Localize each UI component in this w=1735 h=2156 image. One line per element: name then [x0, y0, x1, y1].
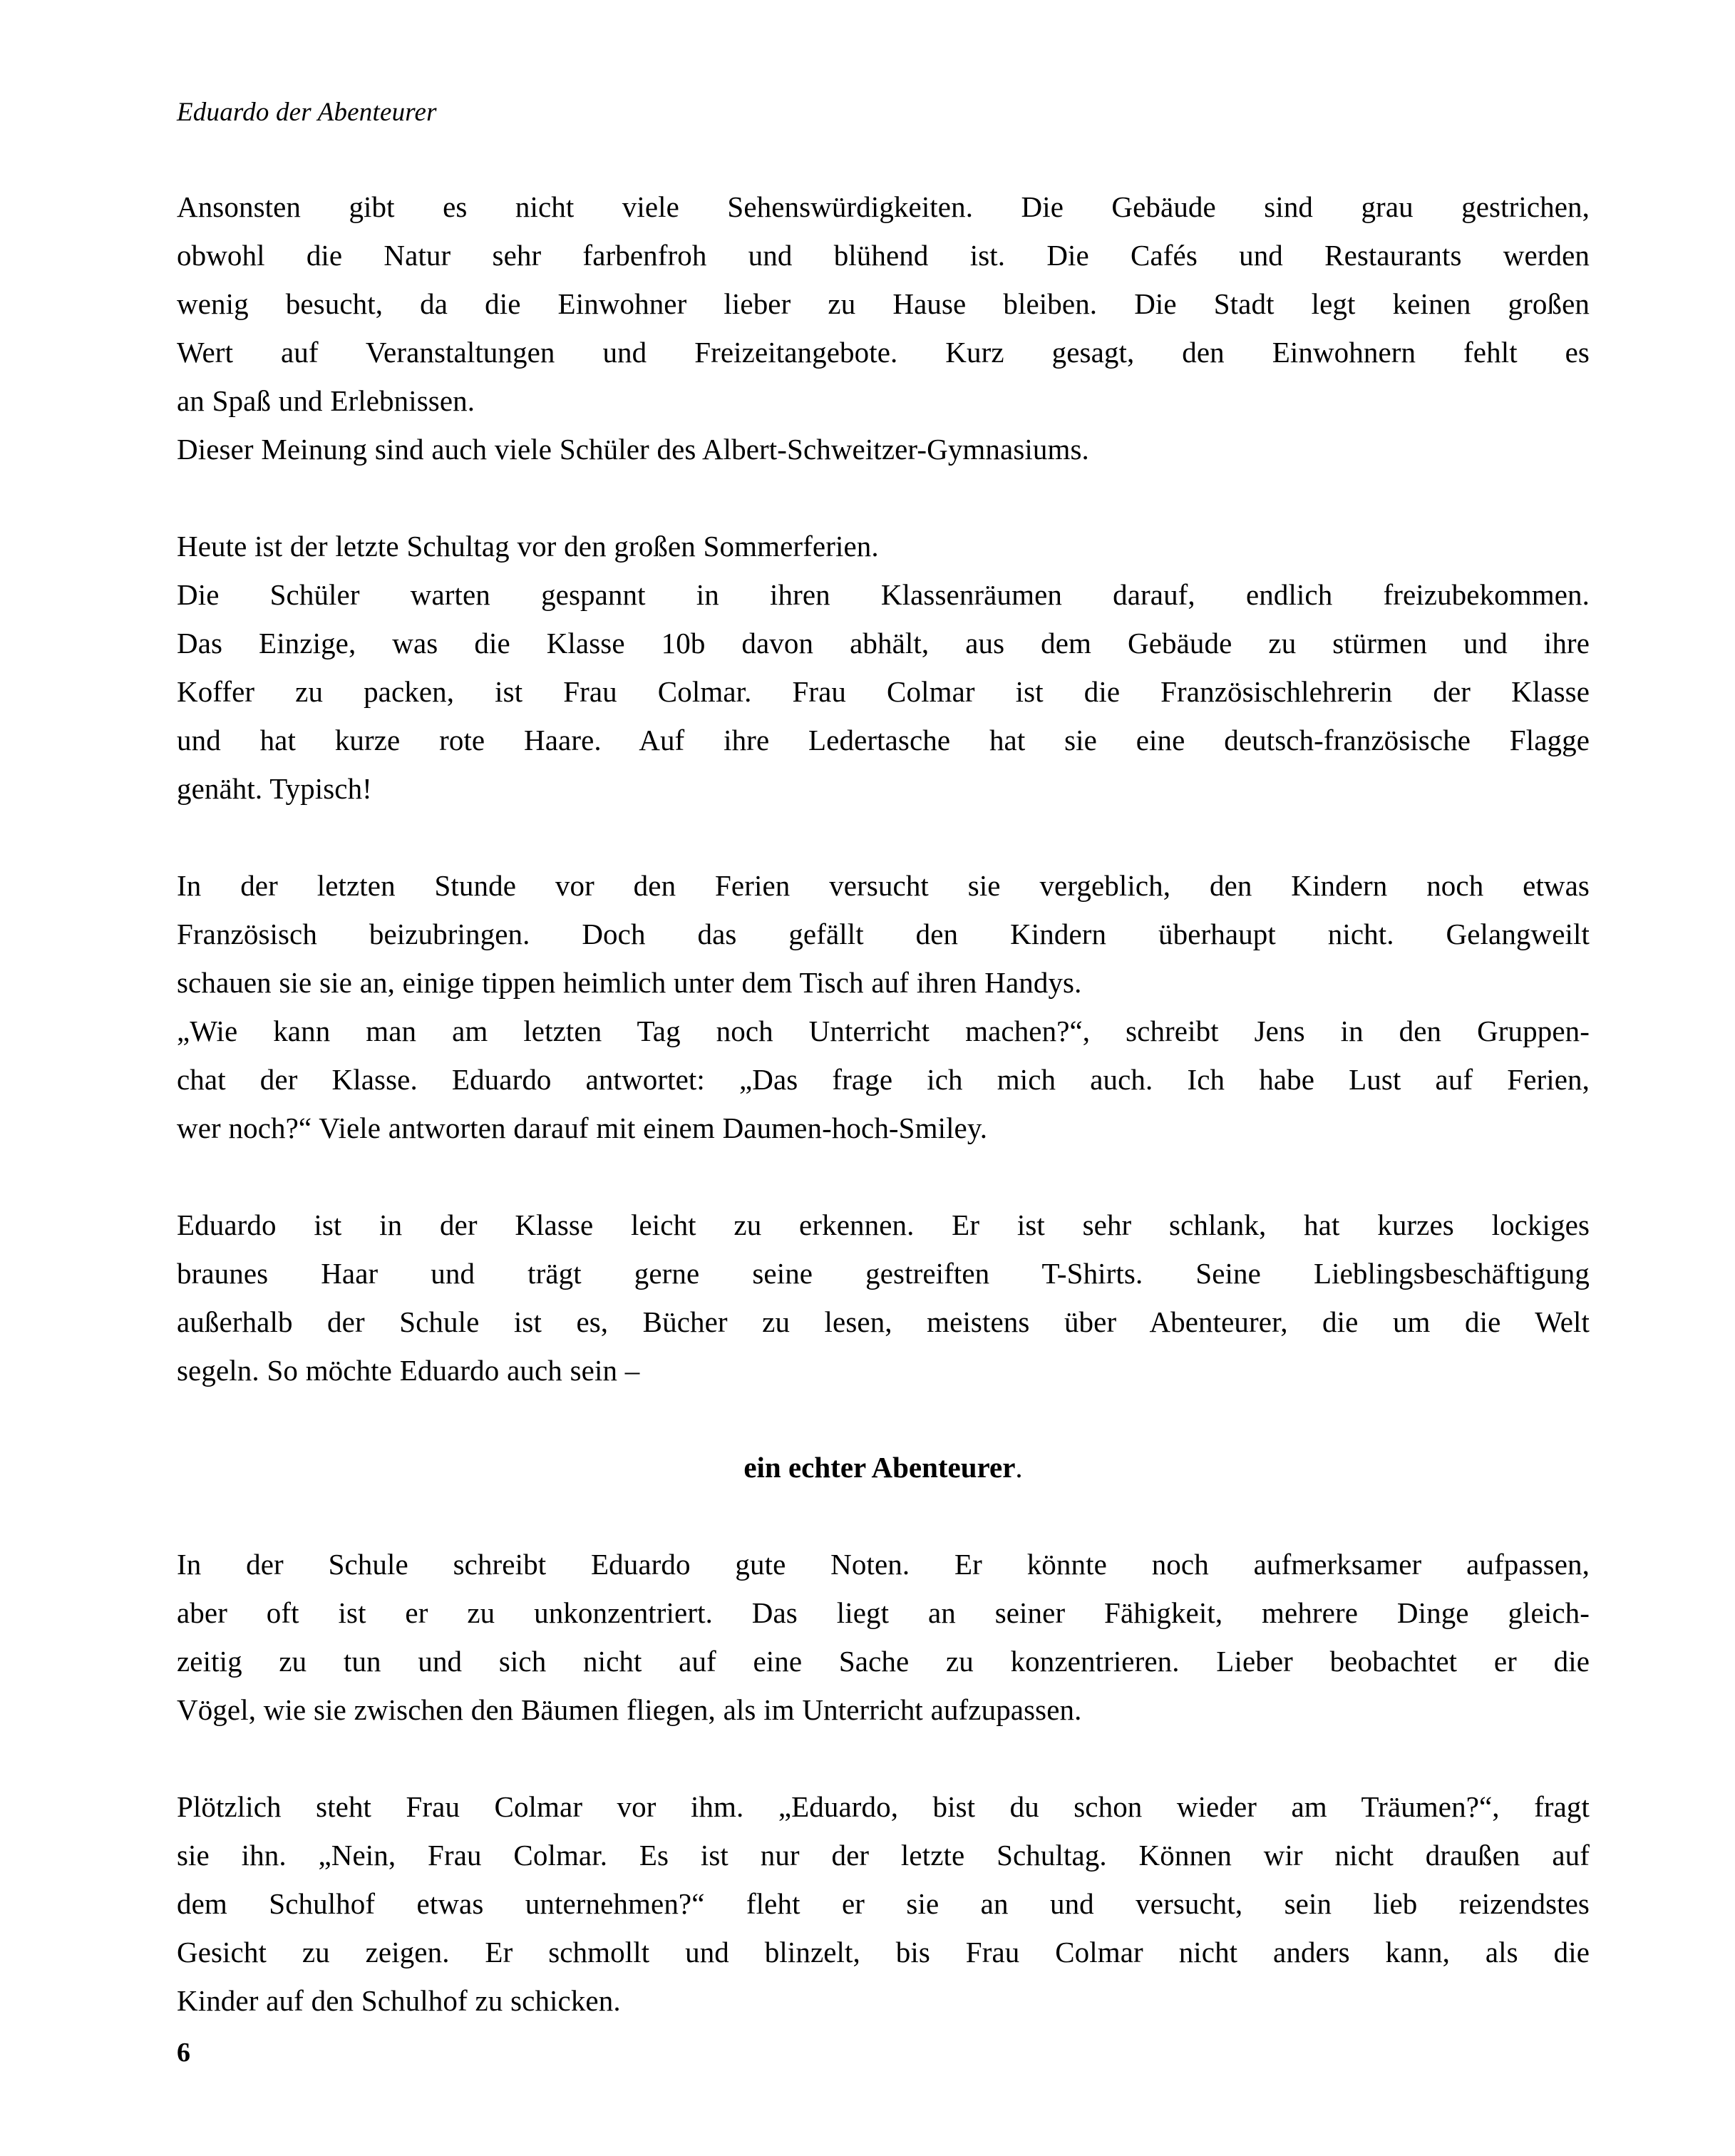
text-line: und hat kurze rote Haare. Auf ihre Ledertasche hat sie eine deutsch-französische Flagge: [177, 724, 1590, 756]
paragraph-gap: [177, 473, 1590, 522]
text-line: „Wie kann man am letzten Tag noch Unterricht machen?“, schreibt Jens in den Gruppen-: [177, 1015, 1590, 1047]
paragraph-gap: [177, 1395, 1590, 1443]
paragraph-gap: [177, 1734, 1590, 1782]
paragraph-gap: [177, 1152, 1590, 1201]
text-line: Gesicht zu zeigen. Er schmollt und blinzelt, bis Frau Colmar nicht anders kann, als die: [177, 1936, 1590, 1968]
display-line: [177, 1443, 1590, 1492]
display-line-emphasis: ein echter Abenteurer: [743, 1451, 1016, 1484]
text-line: In der letzten Stunde vor den Ferien versucht sie vergeblich, den Kindern noch etwas: [177, 869, 1590, 902]
text-line: Französisch beizubringen. Doch das gefällt den Kindern überhaupt nicht. Gelangweilt: [177, 918, 1590, 950]
text-line: aber oft ist er zu unkonzentriert. Das liegt an seiner Fähigkeit, mehrere Dinge gleich-: [177, 1596, 1590, 1629]
text-line: obwohl die Natur sehr farbenfroh und blühend ist. Die Cafés und Restaurants werden: [177, 239, 1590, 272]
text-line: Kinder auf den Schulhof zu schicken.: [177, 1984, 621, 2017]
text-line: zeitig zu tun und sich nicht auf eine Sache zu konzentrieren. Lieber beobachtet er die: [177, 1645, 1590, 1678]
paragraph: [177, 183, 1590, 473]
text-line: Vögel, wie sie zwischen den Bäumen fliegen, als im Unterricht aufzupassen.: [177, 1693, 1082, 1726]
text-line: an Spaß und Erlebnissen.: [177, 384, 475, 417]
paragraph: [177, 861, 1590, 1152]
text-line: Ansonsten gibt es nicht viele Sehenswürdigkeiten. Die Gebäude sind grau gestrichen,: [177, 190, 1590, 223]
paragraph-gap: [177, 1492, 1590, 1540]
text-line: Plötzlich steht Frau Colmar vor ihm. „Eduardo, bist du schon wieder am Träumen?“, fragt: [177, 1790, 1590, 1823]
text-line: Das Einzige, was die Klasse 10b davon abhält, aus dem Gebäude zu stürmen und ihre: [177, 627, 1590, 659]
text-line: Koffer zu packen, ist Frau Colmar. Frau Colmar ist die Französischlehrerin der Klasse: [177, 675, 1590, 708]
text-line: Wert auf Veranstaltungen und Freizeitangebote. Kurz gesagt, den Einwohnern fehlt es: [177, 336, 1590, 369]
text-line: chat der Klasse. Eduardo antwortet: „Das frage ich mich auch. Ich habe Lust auf Ferien,: [177, 1063, 1590, 1096]
paragraph: [177, 522, 1590, 813]
text-line: segeln. So möchte Eduardo auch sein –: [177, 1354, 640, 1387]
text-line: wenig besucht, da die Einwohner lieber zu Hause bleiben. Die Stadt legt keinen großen: [177, 287, 1590, 320]
body-text-block: [177, 183, 1590, 2025]
text-line: Dieser Meinung sind auch viele Schüler des Albert-Schweitzer-Gymnasiums.: [177, 433, 1089, 466]
text-line: schauen sie sie an, einige tippen heimlich unter dem Tisch auf ihren Handys.: [177, 966, 1082, 999]
paragraph: [177, 1201, 1590, 1395]
text-line: wer noch?“ Viele antworten darauf mit einem Daumen-hoch-Smiley.: [177, 1112, 988, 1144]
text-line: Die Schüler warten gespannt in ihren Klassenräumen darauf, endlich freizubekommen.: [177, 578, 1590, 611]
text-line: Heute ist der letzte Schultag vor den großen Sommerferien.: [177, 530, 879, 563]
text-line: braunes Haar und trägt gerne seine gestreiften T-Shirts. Seine Lieblingsbeschäftigung: [177, 1257, 1590, 1290]
paragraph: [177, 1540, 1590, 1734]
text-line: dem Schulhof etwas unternehmen?“ fleht er sie an und versucht, sein lieb reizendstes: [177, 1887, 1590, 1920]
paragraph-gap: [177, 813, 1590, 861]
running-head: Eduardo der Abenteurer: [177, 98, 437, 127]
text-line: In der Schule schreibt Eduardo gute Noten. Er könnte noch aufmerksamer aufpassen,: [177, 1548, 1590, 1581]
text-line: genäht. Typisch!: [177, 772, 372, 805]
text-line: sie ihn. „Nein, Frau Colmar. Es ist nur der letzte Schultag. Können wir nicht draußen auf: [177, 1839, 1590, 1872]
page-number: 6: [177, 2038, 190, 2068]
text-line: außerhalb der Schule ist es, Bücher zu lesen, meistens über Abenteurer, die um die Welt: [177, 1305, 1590, 1338]
display-line-trailing: .: [1015, 1451, 1023, 1484]
paragraph: [177, 1782, 1590, 2025]
text-line: Eduardo ist in der Klasse leicht zu erkennen. Er ist sehr schlank, hat kurzes lockiges: [177, 1208, 1590, 1241]
